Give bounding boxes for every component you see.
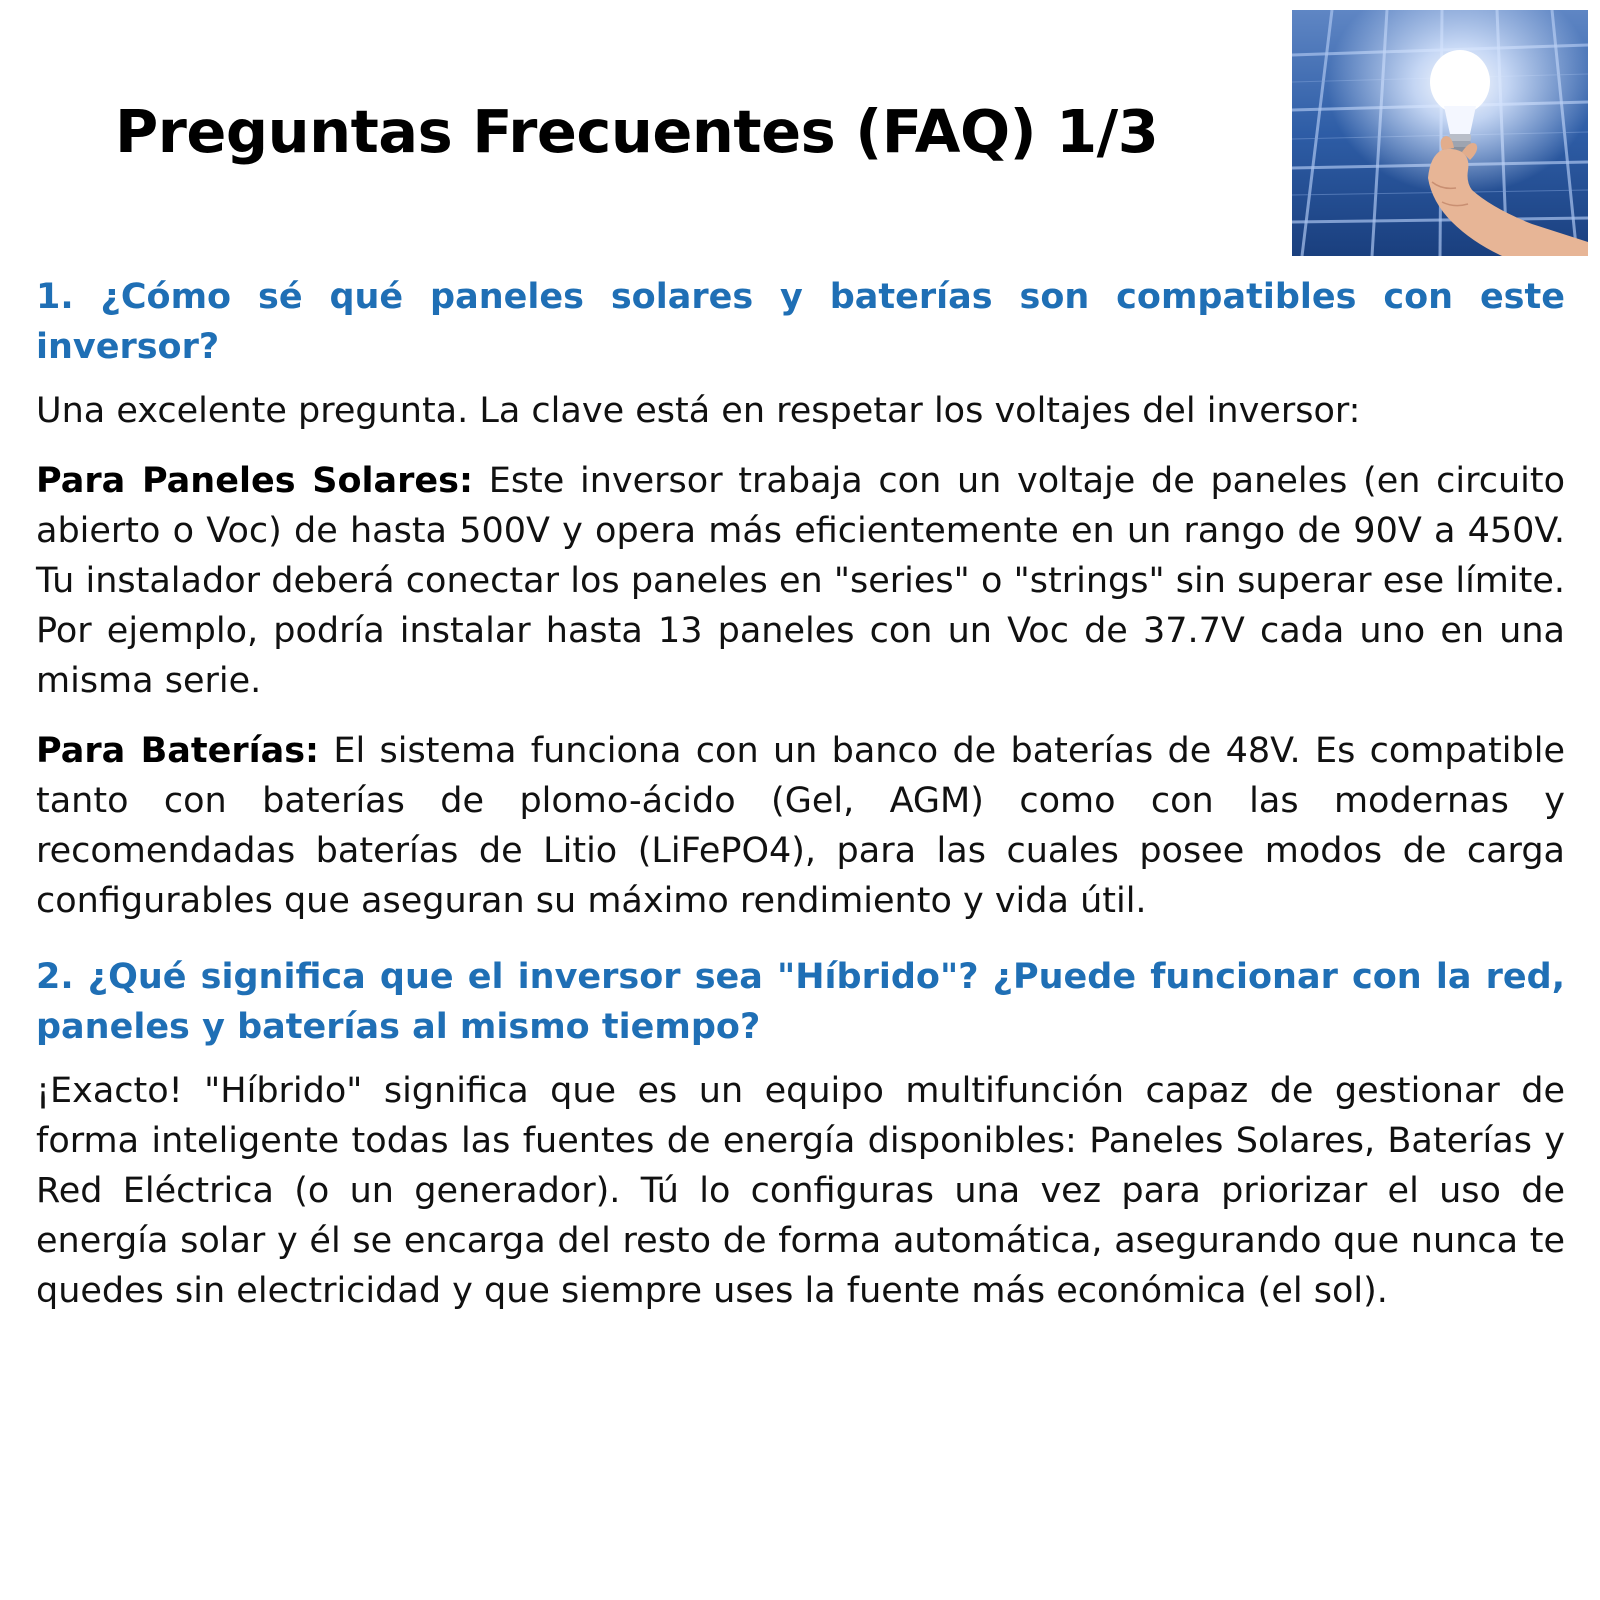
faq-answer-1-panels	[36, 456, 1565, 706]
faq-answer-1-batteries-text: El sistema funciona con un banco de baterías de 48V. Es compatible tanto con baterías de plomo-ácido (Gel, AGM) como con las modernas y recomendadas baterías de Litio (LiFePO4), para las cuales posee modos de carga configurables que aseguran su máximo rendimiento y vida útil.	[36, 731, 1565, 921]
faq-item-2	[36, 952, 1565, 1316]
faq-item-1	[36, 272, 1565, 926]
faq-answer-1-intro-text: Una excelente pregunta. La clave está en respetar los voltajes del inversor:	[36, 391, 1361, 431]
solar-lightbulb-image	[1292, 10, 1588, 256]
bulb-glow	[1292, 10, 1588, 256]
page-title: Preguntas Frecuentes (FAQ) 1/3	[115, 97, 1159, 166]
faq-answer-2-text: ¡Exacto! "Híbrido" significa que es un equipo multifunción capaz de gestionar de forma inteligente todas las fuentes de energía disponibles: Paneles Solares, Baterías y Red Eléctrica (o un generador). Tú lo configuras una vez para priorizar el uso de energía solar y él se encarga del resto de forma automática, asegurando que nunca te quedes sin electricidad y que siempre uses la fuente más económica (el sol).	[36, 1071, 1565, 1311]
faq-answer-1-intro	[36, 386, 1565, 436]
faq-question-1: 1. ¿Cómo sé qué paneles solares y baterías son compatibles con este inversor?	[36, 277, 1565, 367]
faq-answer-1-panels-lead: Para Paneles Solares:	[36, 461, 473, 501]
faq-answer-2	[36, 1066, 1565, 1316]
faq-answer-1-panels-text: Este inversor trabaja con un voltaje de paneles (en circuito abierto o Voc) de hasta 500V y opera más eficientemente en un rango de 90V a 450V. Tu instalador deberá conectar los paneles en "series" o "strings" sin superar ese límite. Por ejemplo, podría instalar hasta 13 paneles con un Voc de 37.7V cada uno en una misma serie.	[36, 461, 1565, 701]
faq-answer-1-batteries-lead: Para Baterías:	[36, 731, 320, 771]
faq-content	[36, 272, 1565, 1336]
faq-answer-1-batteries	[36, 726, 1565, 926]
faq-question-2: 2. ¿Qué significa que el inversor sea "Híbrido"? ¿Puede funcionar con la red, paneles y baterías al mismo tiempo?	[36, 957, 1565, 1047]
